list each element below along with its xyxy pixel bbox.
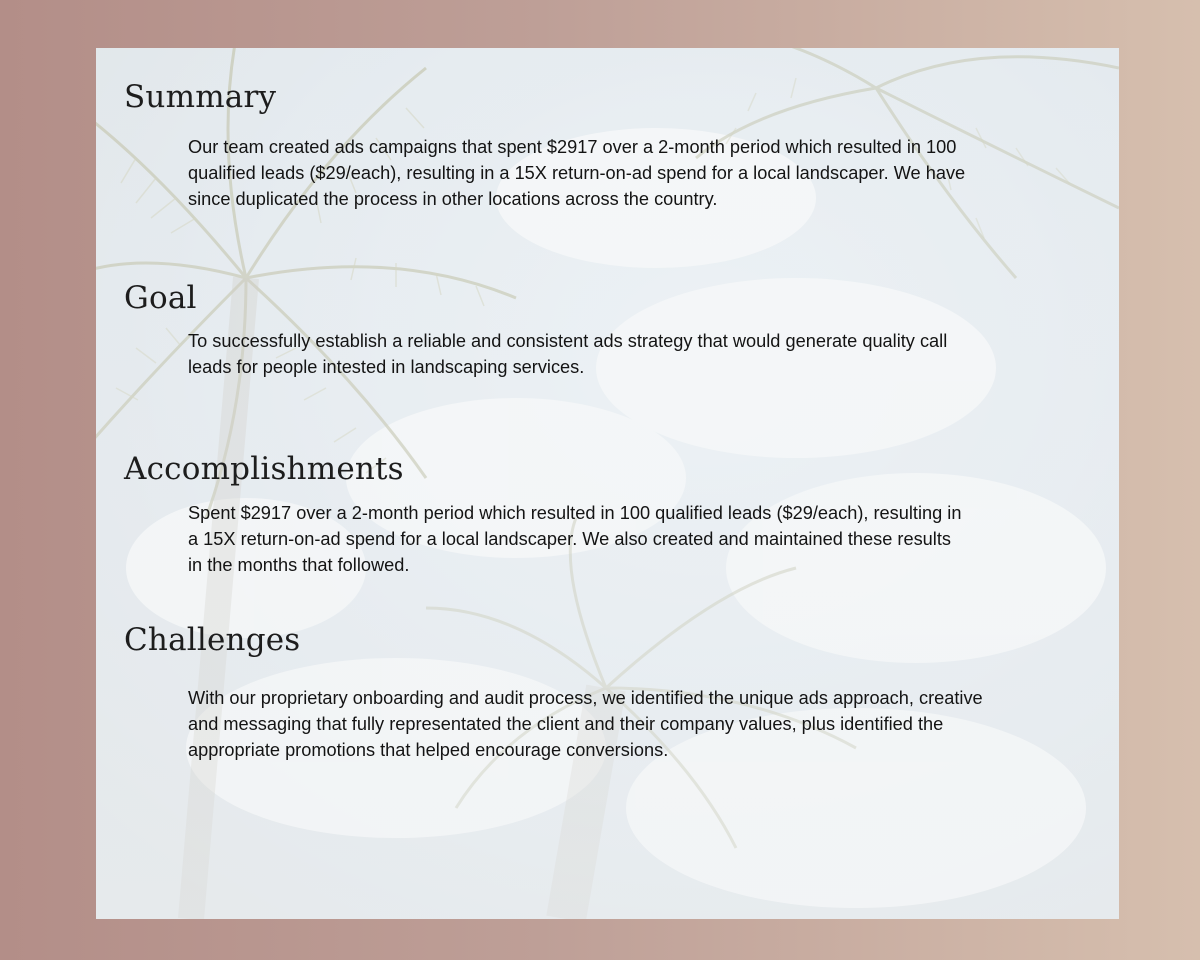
summary-line: qualified leads ($29/each), resulting in a 15X return-on-ad spend for a local landscaper. We have — [188, 163, 966, 183]
challenges-heading: Challenges — [124, 622, 301, 658]
summary-line: Our team created ads campaigns that spent $2917 over a 2-month period which resulted in 100 — [188, 137, 957, 157]
challenges-line: appropriate promotions that helped encourage conversions. — [188, 740, 669, 760]
accomplishments-paragraph — [188, 500, 961, 578]
goal-line: To successfully establish a reliable and consistent ads strategy that would generate quality call — [188, 331, 948, 351]
challenges-line: With our proprietary onboarding and audit process, we identified the unique ads approach, creative — [188, 688, 983, 708]
accomplishments-line: Spent $2917 over a 2-month period which resulted in 100 qualified leads ($29/each), resulting in — [188, 503, 962, 523]
accomplishments-line: a 15X return-on-ad spend for a local landscaper. We also created and maintained these results — [188, 529, 951, 549]
goal-line: leads for people intested in landscaping services. — [188, 357, 585, 377]
challenges-paragraph — [188, 685, 983, 763]
summary-line: since duplicated the process in other locations across the country. — [188, 189, 718, 209]
accomplishments-line: in the months that followed. — [188, 555, 410, 575]
goal-paragraph — [188, 328, 947, 380]
case-study-content — [96, 48, 1119, 919]
challenges-line: and messaging that fully representated the client and their company values, plus identified the — [188, 714, 944, 734]
summary-paragraph — [188, 134, 965, 212]
accomplishments-heading: Accomplishments — [124, 451, 404, 487]
summary-heading: Summary — [124, 79, 277, 115]
case-study-card — [96, 48, 1119, 919]
goal-heading: Goal — [124, 280, 197, 316]
